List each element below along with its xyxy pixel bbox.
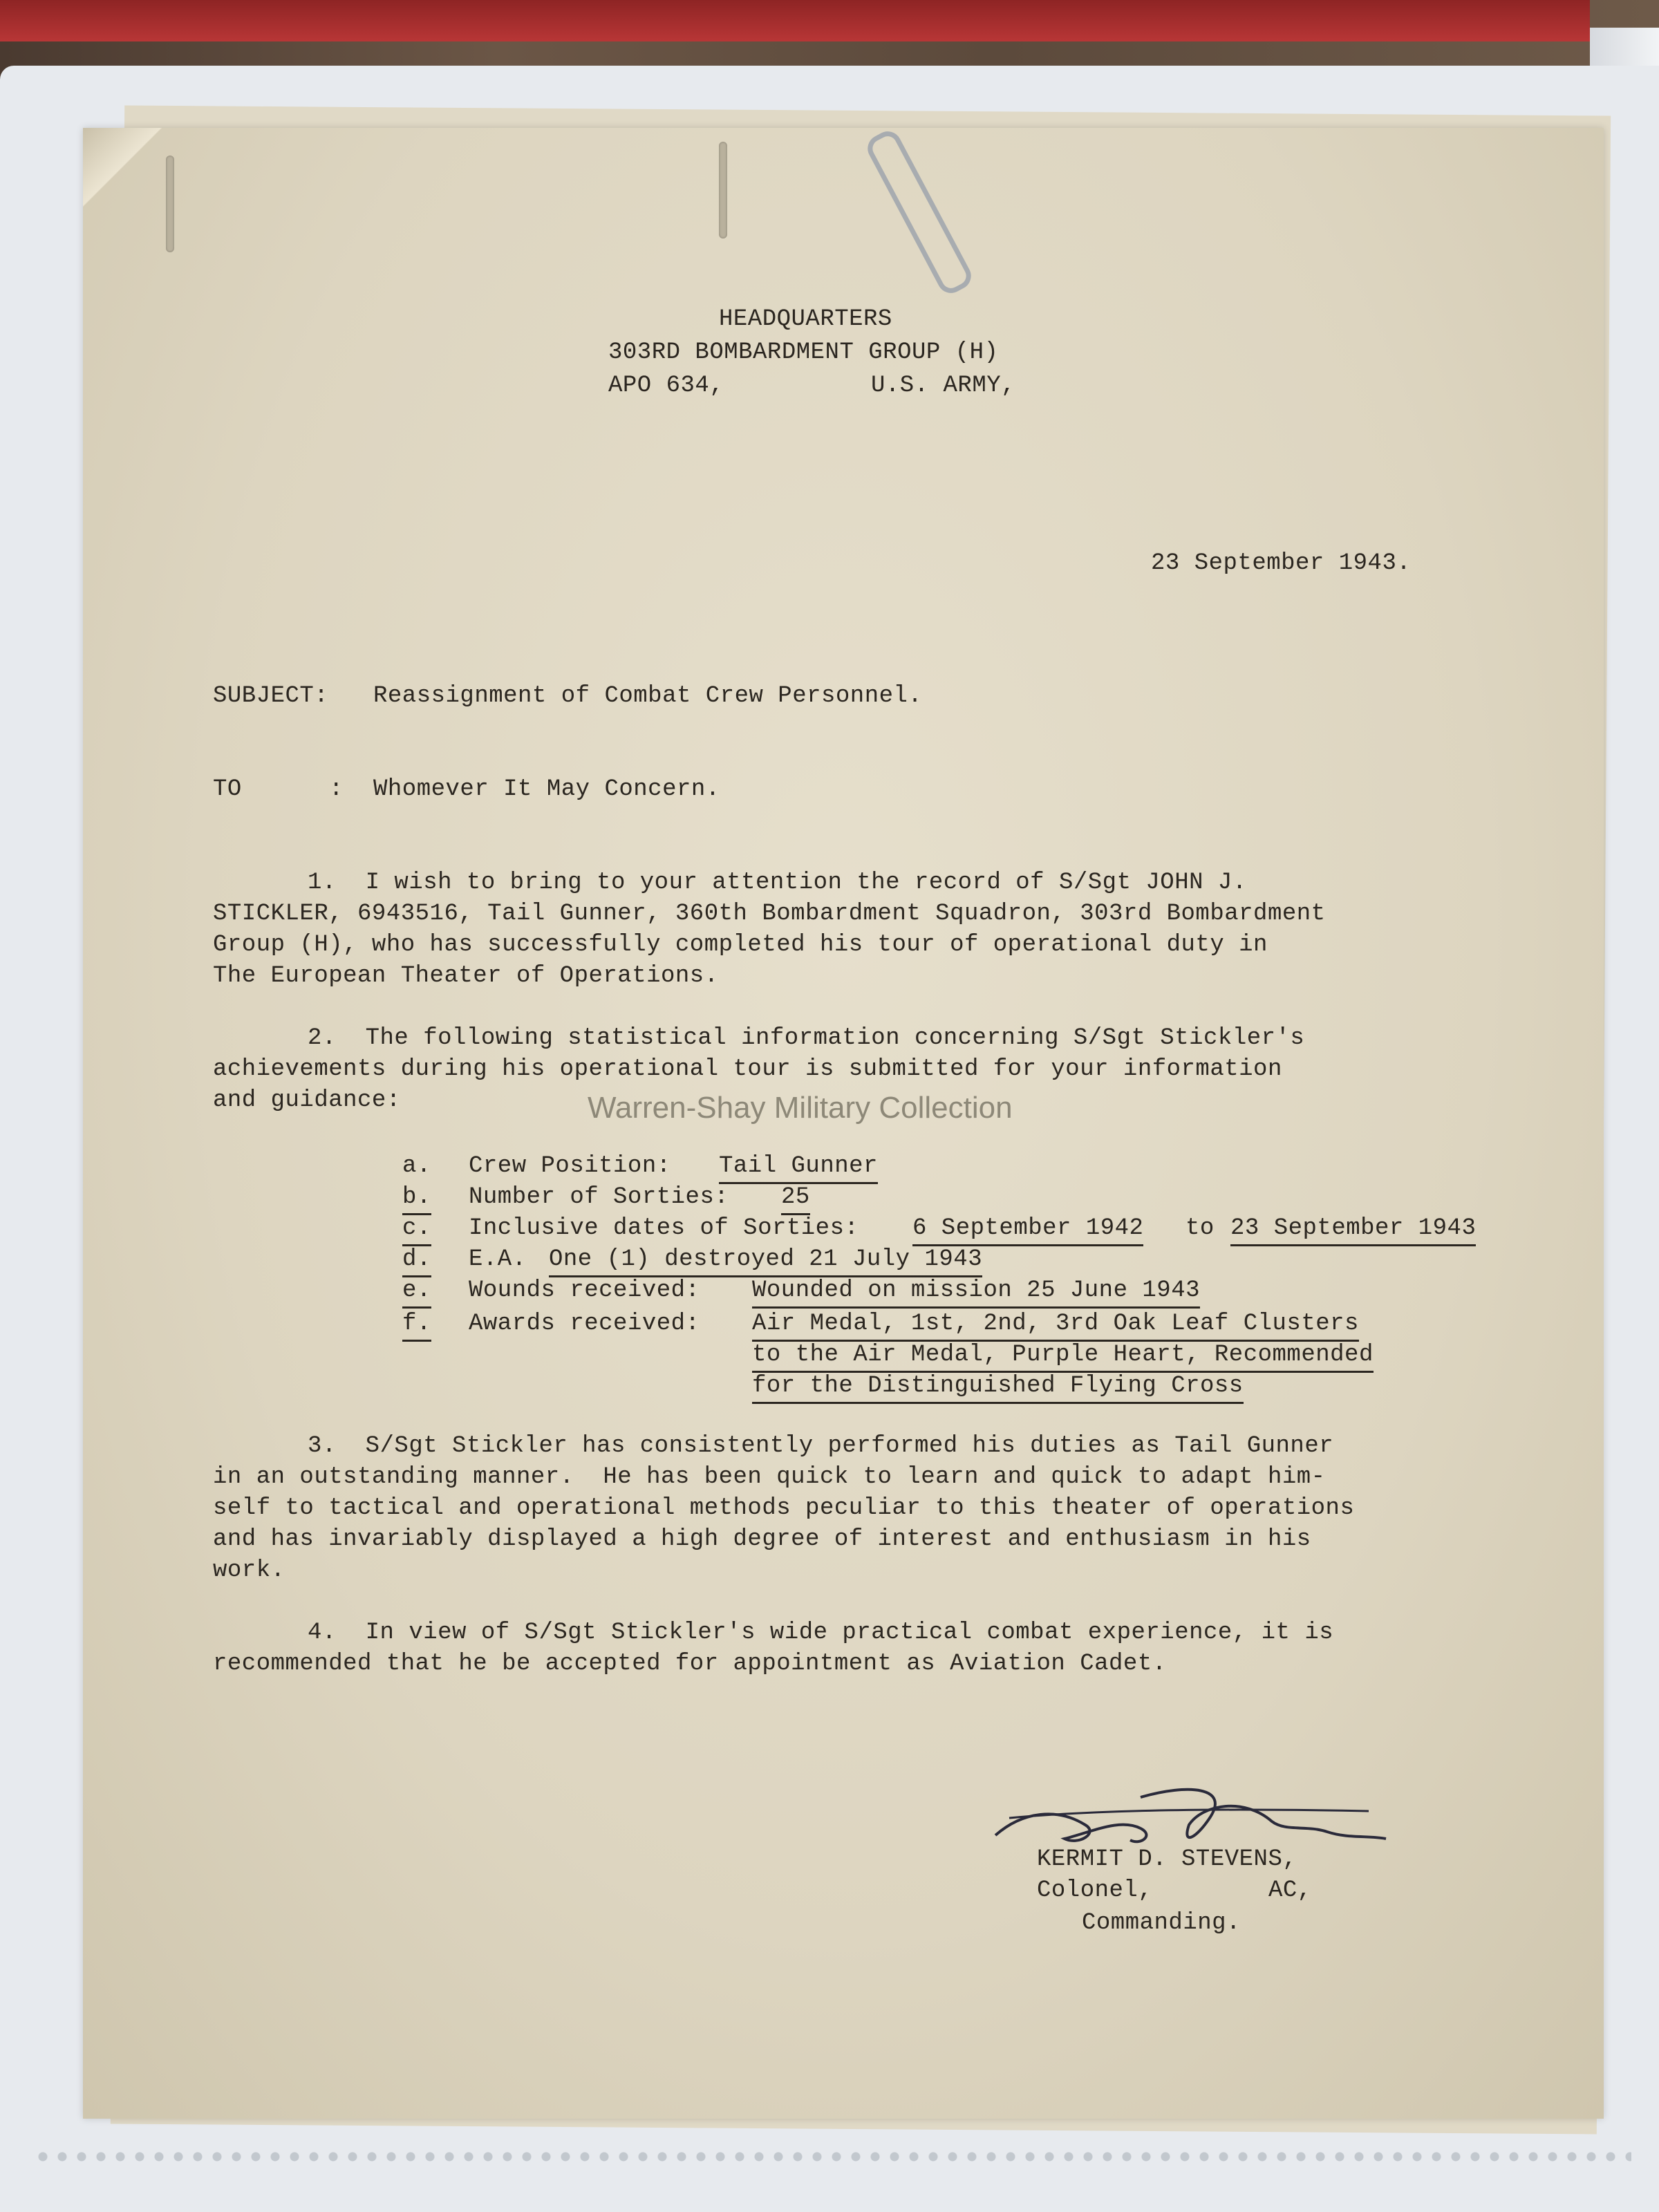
paragraph-3-line-4: and has invariably displayed a high degree of interest and enthusiasm in his [213,1526,1311,1553]
paragraph-2-line-2: achievements during his operational tour is submitted for your information [213,1056,1282,1082]
sleeve-binder-holes [35,2146,1631,2167]
item-a-letter: a. [402,1153,431,1179]
letterhead-army: U.S. ARMY, [871,373,1016,399]
item-f-line-3: for the Distinguished Flying Cross [752,1371,1244,1404]
item-c-to-date: 23 September 1943 [1230,1213,1476,1246]
to-label: TO [213,776,242,803]
item-f-line-2: to the Air Medal, Purple Heart, Recommended [752,1340,1374,1373]
paragraph-4-line-2: recommended that he be accepted for appointment as Aviation Cadet. [213,1651,1167,1677]
letter-date: 23 September 1943. [1151,550,1412,577]
to-colon: : [329,776,344,803]
letterhead-line-1: HEADQUARTERS [719,306,892,332]
item-b-letter: b. [402,1182,431,1215]
paragraph-3-line-5: work. [213,1557,285,1584]
collection-watermark: Warren-Shay Military Collection [588,1091,1013,1125]
staple-hole-left [166,156,174,252]
paragraph-3-line-2: in an outstanding manner. He has been quick to learn and quick to adapt him- [213,1464,1326,1490]
staple-hole-center [719,142,727,238]
paragraph-1-line-1: 1. I wish to bring to your attention the record of S/Sgt JOHN J. [308,870,1247,896]
paragraph-3-line-1: 3. S/Sgt Stickler has consistently performed his duties as Tail Gunner [308,1433,1334,1459]
item-f-letter: f. [402,1309,431,1342]
item-a-label: Crew Position: [469,1153,671,1179]
folded-corner [83,128,166,218]
item-d-value: One (1) destroyed 21 July 1943 [549,1244,982,1277]
to-text: Whomever It May Concern. [373,776,720,803]
item-e-value: Wounded on mission 25 June 1943 [752,1275,1200,1309]
item-c-label: Inclusive dates of Sorties: [469,1215,859,1241]
item-c-from-date: 6 September 1942 [912,1213,1143,1246]
item-e-label: Wounds received: [469,1277,700,1304]
paragraph-1-line-2: STICKLER, 6943516, Tail Gunner, 360th Bombardment Squadron, 303rd Bombardment [213,901,1326,927]
red-folder [0,0,1590,41]
item-f-line-1: Air Medal, 1st, 2nd, 3rd Oak Leaf Clusters [752,1309,1359,1342]
signer-name: KERMIT D. STEVENS, [1037,1846,1297,1873]
letterhead-line-2: 303RD BOMBARDMENT GROUP (H) [608,339,999,366]
subject-text: Reassignment of Combat Crew Personnel. [373,683,923,709]
item-d-letter: d. [402,1244,431,1277]
signer-branch: AC, [1268,1877,1312,1904]
item-b-label: Number of Sorties: [469,1184,729,1210]
paragraph-1-line-3: Group (H), who has successfully completed his tour of operational duty in [213,932,1268,958]
subject-label: SUBJECT: [213,683,329,709]
paragraph-4-line-1: 4. In view of S/Sgt Stickler's wide practical combat experience, it is [308,1620,1334,1646]
signer-title: Commanding. [1082,1910,1241,1936]
item-f-label: Awards received: [469,1311,700,1337]
item-a-value: Tail Gunner [719,1151,878,1184]
item-c-letter: c. [402,1213,431,1246]
item-e-letter: e. [402,1275,431,1309]
paragraph-2-line-3: and guidance: [213,1087,401,1114]
item-d-label: E.A. [469,1246,527,1273]
paragraph-3-line-3: self to tactical and operational methods peculiar to this theater of operations [213,1495,1355,1521]
paragraph-2-line-1: 2. The following statistical information concerning S/Sgt Stickler's [308,1025,1305,1051]
signer-rank: Colonel, [1037,1877,1153,1904]
letterhead-apo: APO 634, [608,373,724,399]
paragraph-1-line-4: The European Theater of Operations. [213,963,719,989]
item-b-value: 25 [781,1182,810,1215]
item-c-to-word: to [1185,1215,1215,1241]
